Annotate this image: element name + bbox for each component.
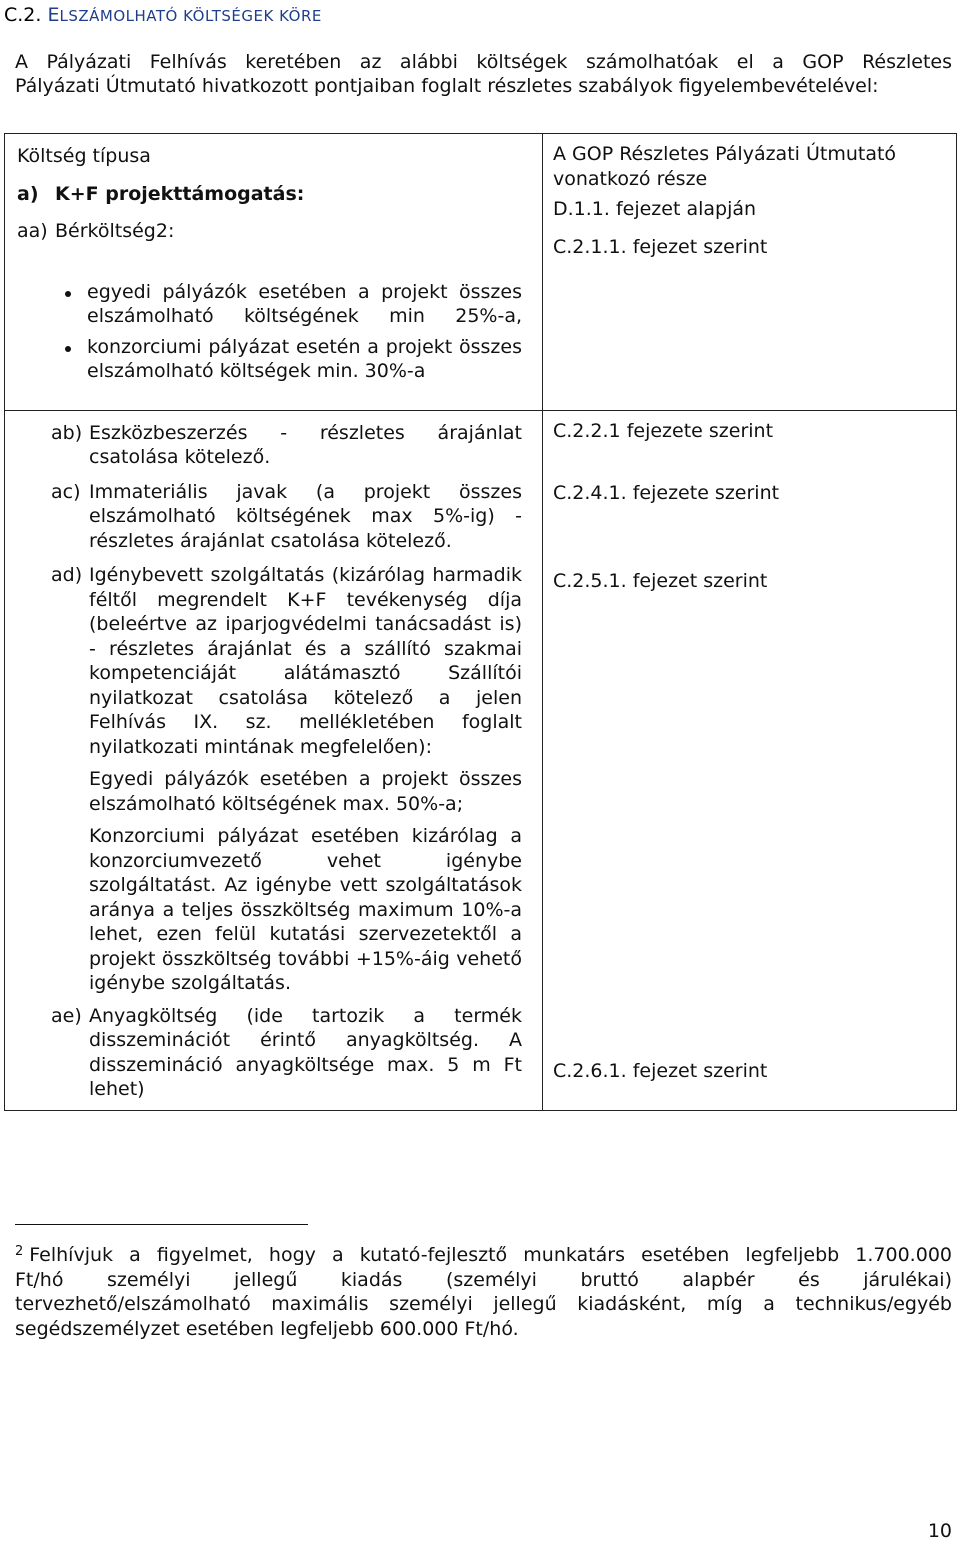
item-ac — [51, 480, 522, 554]
ad-ref: C.2.5.1. fejezet szerint — [553, 569, 768, 592]
footnote-text: Felhívjuk a figyelmet, hogy a kutató-fejlesztő munkatárs esetében legfeljebb 1.700.000 — [29, 1244, 952, 1266]
item-label: ac) — [51, 480, 81, 503]
bullet-icon — [65, 291, 71, 297]
section-number: C.2. — [4, 4, 42, 26]
intro-line: A Pályázati Felhívás keretében az alábbi költségek számolhatóak el a GOP Részletes — [15, 51, 952, 73]
ad-paragraph: Egyedi pályázók esetében a projekt összes elszámolható költségének max. 50%-a; — [89, 768, 522, 815]
item-ae — [51, 1004, 522, 1102]
item-aa — [17, 219, 522, 244]
item-text: K+F projekttámogatás: — [55, 182, 305, 205]
item-text: Immateriális javak (a projekt összes elszámolható költségének max 5%-ig) - részletes árajánlat csatolása kötelező. — [89, 480, 522, 552]
list-item: egyedi pályázók esetében a projekt összes elszámolható költségének min 25%-a, — [17, 280, 522, 329]
head-left: Költség típusa — [17, 145, 151, 167]
ad-paragraph: Konzorciumi pályázat esetében kizárólag a konzorciumvezető vehet igénybe szolgáltatást. Az igénybe vett szolgáltatások aránya a teljes összköltség maximum 10%-a lehet, ezen felül kutatási szervezetektől a projekt összköltség további +15%-áig vehető igénybe szolgáltatás. — [89, 825, 522, 994]
head-right: A GOP Részletes Pályázati Útmutató vonatkozó része — [553, 143, 897, 190]
item-text: Igénybevett szolgáltatás (kizárólag harmadik féltől megrendelt K+F tevékenység díja (beleértve az iparjogvédelmi tanácsadást is) - részletes árajánlat és a szállító szakmai kompetenciáját alátámasztó Szállítói nyilatkozat csatolása kötelező a jelen Felhívás IX. sz. mellékletében foglalt nyilatkozati mintának megfelelően): — [89, 564, 522, 758]
cost-table — [4, 133, 957, 1111]
right-cell — [543, 134, 957, 411]
footnote — [15, 1240, 952, 1341]
list-item: konzorciumi pályázat esetén a projekt összes elszámolható költségek min. 30%-a — [17, 335, 522, 384]
page-number: 10 — [927, 1520, 952, 1542]
section-title: LSZÁMOLHATÓ KÖLTSÉGEK KÖRE — [59, 7, 322, 25]
item-ad — [51, 563, 522, 759]
ae-ref: C.2.6.1. fejezet szerint — [553, 1060, 768, 1082]
item-label: aa) — [17, 220, 48, 242]
table-row — [5, 410, 957, 1110]
footnote-text: Ft/hó személyi jellegű kiadás (személyi bruttó alapbér és járulékai) — [15, 1268, 952, 1291]
section-title-initial: E — [47, 4, 60, 26]
footnote-divider — [15, 1224, 308, 1225]
bullet-icon — [65, 346, 71, 352]
right-cell — [543, 410, 957, 1110]
item-text: Eszközbeszerzés - részletes árajánlat csatolása kötelező. — [89, 421, 522, 468]
section-a-ref: D.1.1. fejezet alapján — [553, 198, 757, 220]
item-label: ad) — [51, 564, 83, 586]
item-label: ab) — [51, 421, 83, 444]
footnote-text: tervezhető/elszámolható maximális személyi jellegű kiadásként, míg a technikus/egyéb — [15, 1293, 952, 1315]
ab-ref: C.2.2.1 fejezete szerint — [553, 419, 774, 442]
bullet-list — [17, 280, 522, 384]
item-text: Anyagköltség (ide tartozik a termék disszeminációt érintő anyagköltség. A disszemináció anyagköltsége max. 5 m Ft lehet) — [89, 1004, 522, 1100]
intro-line: Pályázati Útmutató hivatkozott pontjaiban foglalt részletes szabályok figyelembevételével: — [15, 75, 879, 97]
ac-ref: C.2.4.1. fejezete szerint — [553, 482, 780, 504]
table-row — [5, 134, 957, 411]
section-a — [17, 182, 522, 207]
left-cell — [5, 134, 543, 411]
aa-ref: C.2.1.1. fejezet szerint — [553, 235, 768, 258]
section-heading — [4, 4, 322, 26]
item-label: a) — [17, 182, 39, 205]
footnote-mark: 2 — [15, 1244, 24, 1259]
item-label: ae) — [51, 1004, 82, 1027]
footnote-text: segédszemélyzet esetében legfeljebb 600.000 Ft/hó. — [15, 1317, 519, 1340]
left-cell — [5, 410, 543, 1110]
item-ab — [51, 421, 522, 470]
intro-paragraph — [15, 50, 952, 98]
item-text: Bérköltség2: — [55, 220, 175, 242]
